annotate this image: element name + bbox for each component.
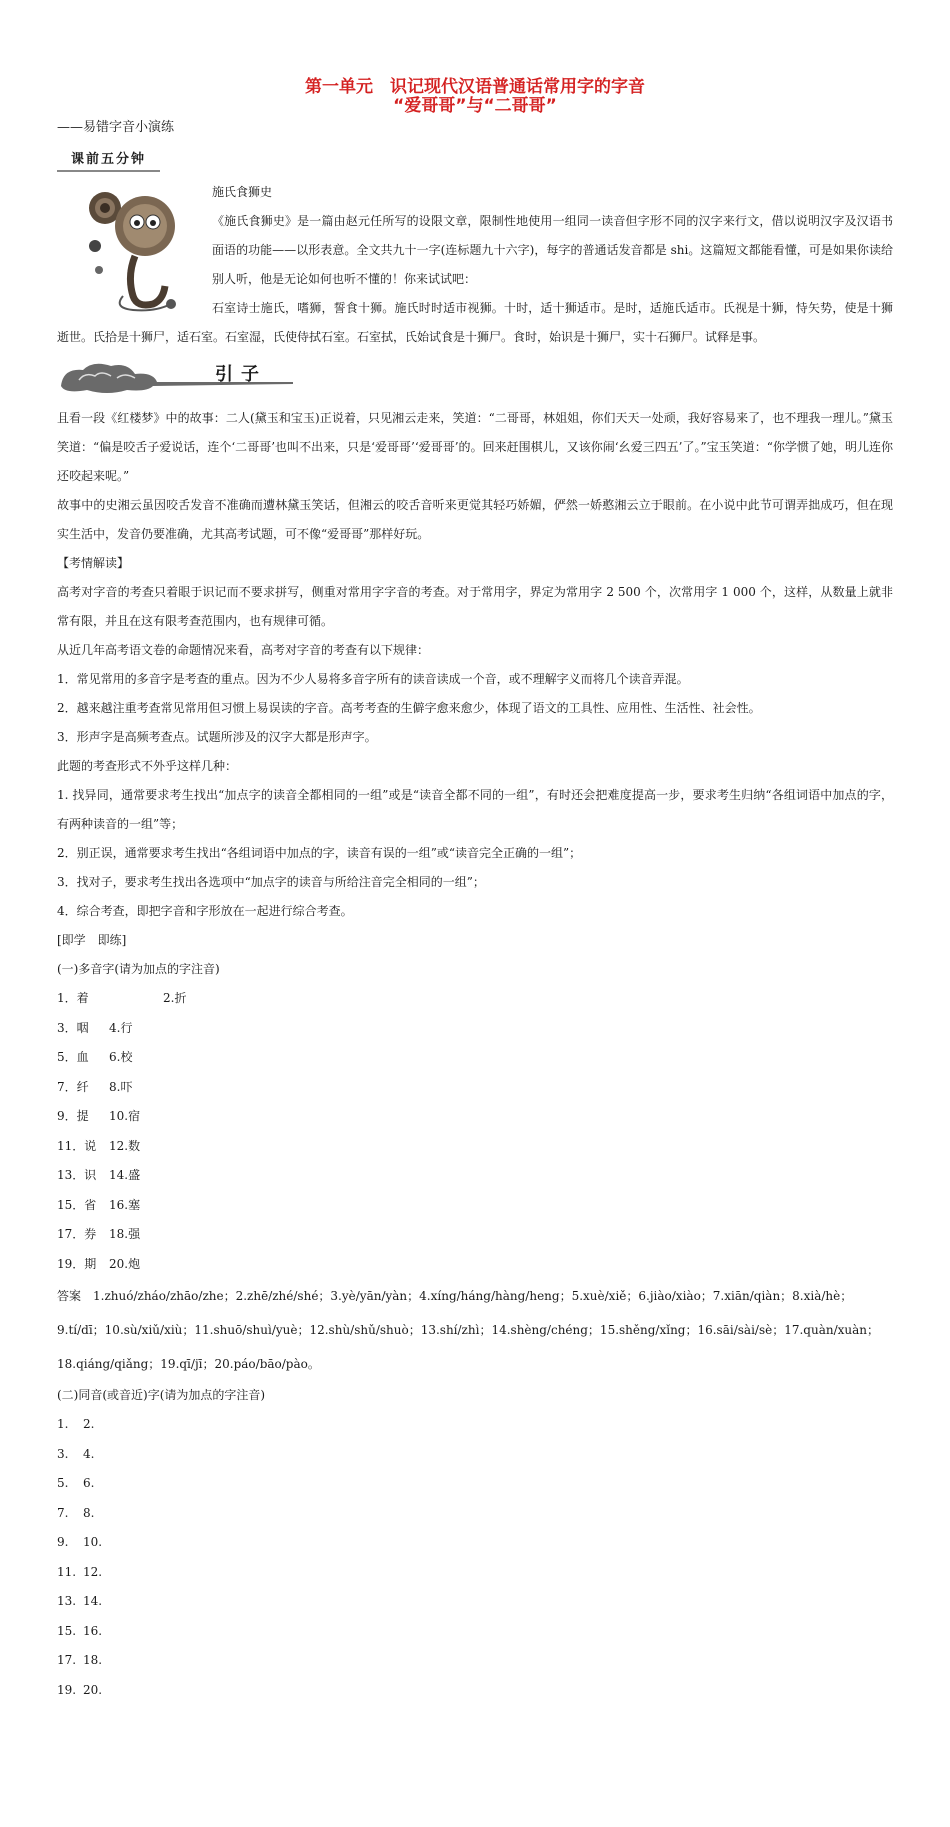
- list-item: 7. 8.: [57, 1505, 95, 1520]
- answer-text: 答案 1.zhuó/zháo/zhāo/zhe；2.zhē/zhé/shé；3.yè/yān/yàn；4.xíng/háng/hàng/heng；5.xuè/xiě；6.jiào/xiào；7.xiān/qiàn；8.xià/hè；9.tí/dī；10.sù/xiǔ/xiù；11.shuō/shuì/yuè；12.shù/shǔ/shuò；13.shí/zhì；14.shèng/chéng；15.shěng/xǐng；16.sāi/sài/sè；17.quàn/xuàn；18.qiáng/qiǎng；19.qī/jī；20.páo/bāo/pào。: [57, 1289, 880, 1371]
- list-item: 19. 20.: [57, 1682, 103, 1697]
- group2-title: (二)同音(或音近)字(请为加点的字注音): [57, 1388, 266, 1402]
- exam-form: 3．找对子，要求考生找出各选项中“加点字的读音与所给注音完全相同的一组”；: [57, 875, 485, 889]
- intro-text: [212, 178, 893, 294]
- page-title: 第一单元 识记现代汉语普通话常用字的字音: [305, 77, 645, 97]
- list-item: 1. 2.: [57, 1417, 95, 1431]
- intro-para1: 《施氏食狮史》是一篇由赵元任所写的设限文章，限制性地使用一组同一读音但字形不同的汉字来行文，借以说明汉字及汉语书面语的功能——以形表意。全文共九十一字(连标题九十六字)，每字的普通话发音都是 shi。这篇短文都能看懂，可是如果你读给别人听，他是无论如何也听不懂的！你来试试吧：: [212, 214, 893, 286]
- list-item: 13. 14.: [57, 1594, 103, 1608]
- list-item: 1．着 2.折: [57, 991, 187, 1005]
- exam-rule: 3．形声字是高频考查点。试题所涉及的汉字大都是形声字。: [57, 730, 377, 744]
- section-label-pre-class: 课前五分钟: [57, 148, 160, 172]
- banner-label: 引子: [215, 364, 267, 385]
- story-para2: 故事中的史湘云虽因咬舌发音不准确而遭林黛玉笑话，但湘云的咬舌音听来更觉其轻巧娇媚，俨然一娇憨湘云立于眼前。在小说中此节可谓弄拙成巧，但在现实生活中，发音仍要准确，尤其高考试题，可不像“爱哥哥”那样好玩。: [57, 498, 893, 541]
- list-item: 5．血 6.校: [57, 1050, 133, 1064]
- list-item: 5. 6.: [57, 1476, 95, 1490]
- exam-para1: 高考对字音的考查只着眼于识记而不要求拼写，侧重对常用字字音的考查。对于常用字，界定为常用字 2 500 个，次常用字 1 000 个，这样，从数量上就非常有限，并且在这有限考查范围内，也有规律可循。: [57, 585, 893, 628]
- lion-illustration-icon: [83, 186, 183, 316]
- story-para1: 且看一段《红楼梦》中的故事：二人(黛玉和宝玉)正说着，只见湘云走来，笑道：“二哥哥，林姐姐，你们天天一处顽，我好容易来了，也不理我一理儿。”黛玉笑道：“偏是咬舌子爱说话，连个‘二哥哥’也叫不出来，只是‘爱哥哥’‘爱哥哥’的。回来赶围棋儿，又该你闹‘幺爱三四五’了。”宝玉笑道：“你学惯了她，明儿连你还咬起来呢。”: [57, 411, 893, 483]
- page-title-line2: “爱哥哥”与“二哥哥”: [393, 96, 557, 116]
- document-page: [57, 78, 893, 1705]
- practice-heading: [即学 即练]: [57, 933, 127, 947]
- exam-rule: 2．越来越注重考查常见常用但习惯上易误读的字音。高考考查的生僻字愈来愈少，体现了语文的工具性、应用性、生活性、社会性。: [57, 701, 761, 715]
- page-subtitle: ——易错字音小演练: [57, 120, 175, 135]
- intro-para2: 石室诗士施氏，嗜狮，誓食十狮。施氏时时适市视狮。十时，适十狮适市。是时，适施氏适市。氏视是十狮，恃矢势，使是十狮逝世。氏拾是十狮尸，适石室。石室湿，氏使侍拭石室。石室拭，氏始试食是十狮尸。食时，始识是十狮尸，实十石狮尸。试释是事。: [57, 301, 893, 344]
- list-item: 3. 4.: [57, 1446, 95, 1461]
- list-item: 9．提 10.宿: [57, 1109, 141, 1123]
- list-item: 11．说 12.数: [57, 1138, 141, 1153]
- group1-title: (一)多音字(请为加点的字注音): [57, 962, 220, 976]
- list-item: 17．券 18.强: [57, 1227, 141, 1241]
- intro-block: [57, 178, 893, 352]
- intro-heading: 施氏食狮史: [212, 185, 273, 199]
- exam-form: 2．别正误，通常要求考生找出“各组词语中加点的字，读音有误的一组”或“读音完全正确的一组”；: [57, 846, 582, 860]
- list-item: 17. 18.: [57, 1653, 103, 1667]
- list-item: 19．期 20.炮: [57, 1256, 141, 1271]
- exam-forms-intro: 此题的考查形式不外乎这样几种：: [57, 759, 238, 773]
- list-item: 15. 16.: [57, 1623, 103, 1638]
- list-item: 9. 10.: [57, 1535, 103, 1549]
- list-item: 3．咽 4.行: [57, 1020, 133, 1035]
- list-item: 15．省 16.塞: [57, 1197, 141, 1212]
- exam-para2: 从近几年高考语文卷的命题情况来看，高考对字音的考查有以下规律：: [57, 643, 430, 657]
- exam-form: 1. 找异同，通常要求考生找出“加点字的读音全都相同的一组”或是“读音全都不同的一组”，有时还会把难度提高一步，要求考生归纳“各组词语中加点的字，有两种读音的一组”等；: [57, 788, 893, 831]
- list-item: 11. 12.: [57, 1564, 103, 1579]
- exam-heading: 【考情解读】: [57, 556, 130, 570]
- banner-intro: [57, 356, 893, 398]
- list-item: 7．纤 8.吓: [57, 1079, 133, 1094]
- list-item: 13．识 14.盛: [57, 1168, 141, 1182]
- exam-rule: 1．常见常用的多音字是考查的重点。因为不少人易将多音字所有的读音读成一个音，或不理解字义而将几个读音弄混。: [57, 672, 689, 686]
- exam-form: 4．综合考查，即把字音和字形放在一起进行综合考查。: [57, 904, 353, 918]
